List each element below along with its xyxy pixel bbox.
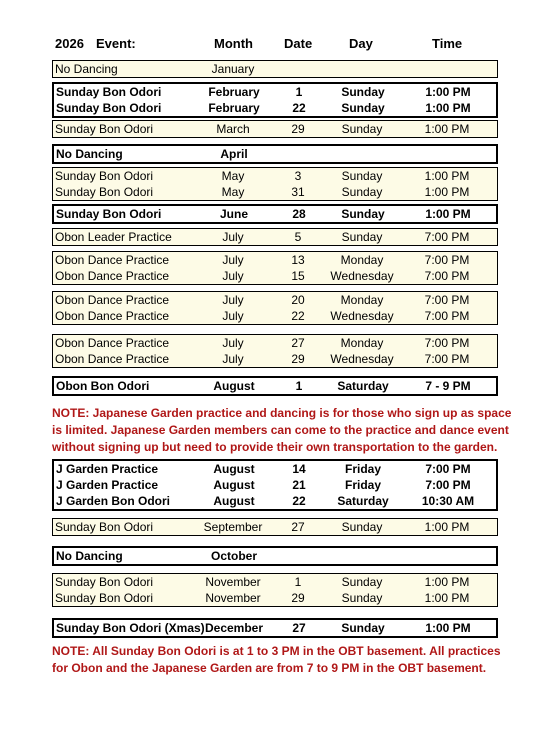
schedule-row: Sunday Bon Odori May 31 Sunday 1:00 PM bbox=[55, 185, 470, 199]
schedule-row: J Garden Practice August 21 Friday 7:00 PM bbox=[56, 478, 471, 492]
schedule-group bbox=[52, 228, 498, 246]
schedule-row: Obon Dance Practice July 27 Monday 7:00 PM bbox=[55, 336, 470, 350]
event-cell: Sunday Bon Odori bbox=[55, 122, 154, 136]
schedule-row: Obon Leader Practice July 5 Sunday 7:00 PM bbox=[55, 230, 470, 244]
event-cell: J Garden Practice bbox=[56, 478, 159, 492]
schedule-group bbox=[52, 459, 498, 511]
header-year: 2026 bbox=[55, 36, 84, 51]
event-cell: Sunday Bon Odori bbox=[55, 575, 154, 589]
schedule-group bbox=[52, 144, 498, 164]
event-cell: Obon Dance Practice bbox=[55, 309, 170, 323]
schedule-group bbox=[52, 376, 498, 396]
schedule-row: No Dancing October bbox=[56, 549, 258, 563]
schedule-row: J Garden Bon Odori August 22 Saturday 10:30 AM bbox=[56, 494, 475, 508]
schedule-row: Sunday Bon Odori May 3 Sunday 1:00 PM bbox=[55, 169, 470, 183]
header-month: Month bbox=[214, 36, 253, 51]
schedule-row: Obon Bon Odori August 1 Saturday 7 - 9 PM bbox=[56, 379, 471, 393]
schedule-row: Sunday Bon Odori September 27 Sunday 1:00 PM bbox=[55, 520, 470, 534]
schedule-row: Obon Dance Practice July 13 Monday 7:00 PM bbox=[55, 253, 470, 267]
schedule-row: Sunday Bon Odori November 1 Sunday 1:00 PM bbox=[55, 575, 470, 589]
schedule-row: Obon Dance Practice July 22 Wednesday 7:00 PM bbox=[55, 309, 470, 323]
schedule-group bbox=[52, 167, 498, 201]
header-day: Day bbox=[349, 36, 373, 51]
schedule-row: Obon Dance Practice July 15 Wednesday 7:00 PM bbox=[55, 269, 470, 283]
schedule-group bbox=[52, 204, 498, 224]
schedule-row: Sunday Bon Odori (Xmas) December 27 Sunday 1:00 PM bbox=[56, 621, 471, 635]
event-cell: Sunday Bon Odori bbox=[55, 520, 154, 534]
schedule-row: Sunday Bon Odori November 29 Sunday 1:00 PM bbox=[55, 591, 470, 605]
event-cell: Obon Dance Practice bbox=[55, 253, 170, 267]
note-japanese-garden: NOTE: Japanese Garden practice and dancing is for those who sign up as space is limited. Japanese Garden members can come to the practice and dance event without signing up but need to provide their own transportation to the garden. bbox=[52, 406, 512, 454]
event-cell: Obon Dance Practice bbox=[55, 293, 170, 307]
event-cell: No Dancing bbox=[56, 549, 123, 563]
header-date: Date bbox=[284, 36, 313, 51]
note-sunday-bon-odori: NOTE: All Sunday Bon Odori is at 1 to 3 PM in the OBT basement. All practices for Obon and the Japanese Garden are from 7 to 9 PM in the OBT basement. bbox=[52, 644, 501, 675]
schedule-group bbox=[52, 120, 498, 138]
header-time: Time bbox=[432, 36, 463, 51]
schedule-group bbox=[52, 546, 498, 566]
schedule-row: No Dancing April bbox=[56, 147, 248, 161]
event-cell: J Garden Practice bbox=[56, 462, 159, 476]
schedule-row: No Dancing January bbox=[55, 62, 255, 76]
event-cell: Sunday Bon Odori bbox=[55, 185, 154, 199]
event-cell: J Garden Bon Odori bbox=[56, 494, 171, 508]
event-cell: Sunday Bon Odori bbox=[55, 591, 154, 605]
schedule-row: J Garden Practice August 14 Friday 7:00 PM bbox=[56, 462, 471, 476]
event-cell: Sunday Bon Odori bbox=[56, 101, 162, 115]
event-cell: Sunday Bon Odori bbox=[55, 169, 154, 183]
header-event: Event: bbox=[96, 36, 136, 51]
event-cell: Obon Dance Practice bbox=[55, 336, 170, 350]
schedule-group bbox=[52, 82, 498, 118]
event-cell: Sunday Bon Odori bbox=[56, 207, 162, 221]
schedule-row: Obon Dance Practice July 20 Monday 7:00 PM bbox=[55, 293, 470, 307]
event-cell: Obon Dance Practice bbox=[55, 352, 170, 366]
schedule-group bbox=[52, 334, 498, 368]
event-cell: Sunday Bon Odori bbox=[56, 85, 162, 99]
event-cell: Obon Leader Practice bbox=[55, 230, 172, 244]
schedule-row: Sunday Bon Odori February 22 Sunday 1:00 PM bbox=[56, 101, 471, 115]
schedule-group bbox=[52, 573, 498, 607]
schedule-group bbox=[52, 60, 498, 78]
schedule-row: Sunday Bon Odori February 1 Sunday 1:00 PM bbox=[56, 85, 471, 99]
schedule-group bbox=[52, 291, 498, 325]
event-cell: Obon Dance Practice bbox=[55, 269, 170, 283]
schedule-row: Sunday Bon Odori March 29 Sunday 1:00 PM bbox=[55, 122, 470, 136]
schedule-group bbox=[52, 251, 498, 285]
event-cell: Sunday Bon Odori (Xmas) bbox=[56, 621, 205, 635]
schedule-row: Obon Dance Practice July 29 Wednesday 7:00 PM bbox=[55, 352, 470, 366]
schedule-group bbox=[52, 618, 498, 638]
event-cell: No Dancing bbox=[55, 62, 118, 76]
event-cell: No Dancing bbox=[56, 147, 123, 161]
schedule-group bbox=[52, 518, 498, 536]
event-cell: Obon Bon Odori bbox=[56, 379, 150, 393]
schedule-row: Sunday Bon Odori June 28 Sunday 1:00 PM bbox=[56, 207, 471, 221]
